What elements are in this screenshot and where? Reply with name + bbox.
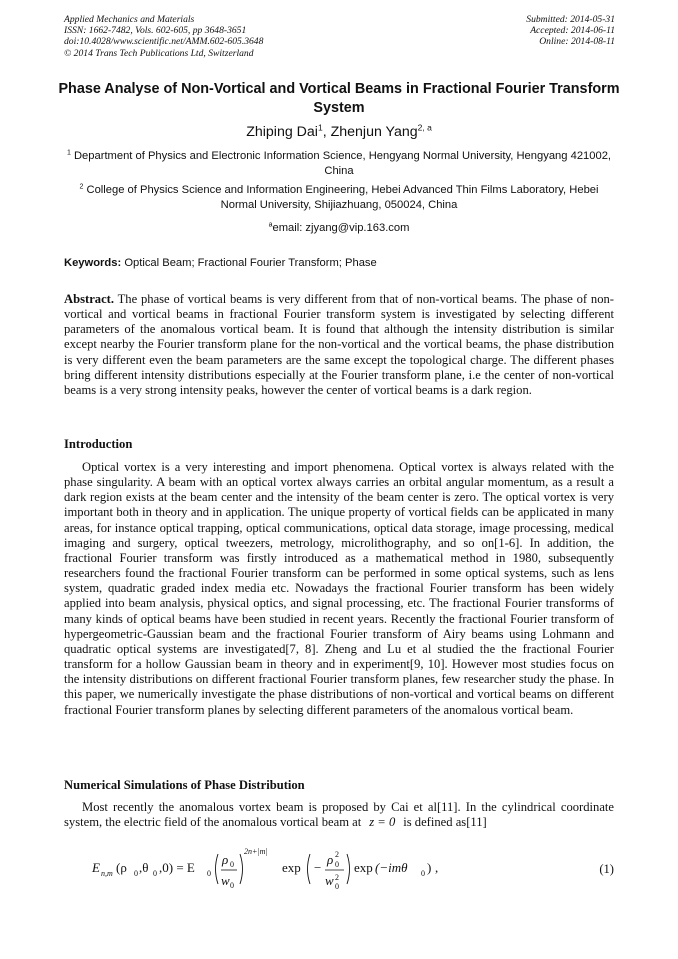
eq-subscript: 0 — [230, 881, 234, 890]
eq-minus: − — [314, 860, 322, 875]
journal-name: Applied Mechanics and Materials — [64, 14, 195, 25]
eq-subscript: 0 — [207, 869, 211, 878]
date-accepted: Accepted: 2014-06-11 — [530, 25, 615, 37]
journal-info — [64, 14, 263, 59]
date-online: Online: 2014-08-11 — [539, 36, 615, 48]
email-text: email: zjyang@vip.163.com — [272, 222, 410, 234]
numerical-text: Most recently the anomalous vortex beam is proposed by Cai et al[11]. In the cylindrical coordinate system, the electric field of the anomalous vortical beam at — [64, 800, 614, 830]
author-name: Zhenjun Yang — [330, 124, 418, 140]
email-mark: a — [268, 221, 273, 229]
author-separator: , — [322, 124, 331, 140]
eq-paren — [216, 854, 219, 884]
affiliation-text: College of Physics Science and Information Engineering, Hebei Advanced Thin Films Laboratory, Hebei Normal University, Shijiazhuang, 050024, China — [86, 184, 599, 211]
numerical-text-end: is defined as[11] — [403, 815, 487, 830]
eq-function: exp — [354, 860, 373, 875]
eq-args: ,θ — [139, 860, 149, 875]
affiliation — [64, 183, 614, 213]
eq-args: (ρ — [116, 860, 127, 875]
eq-paren-close: ) — [427, 860, 432, 875]
section-heading-introduction: Introduction — [64, 437, 133, 451]
eq-args: ,0) = E — [159, 860, 195, 875]
section-heading-numerical: Numerical Simulations of Phase Distribution — [64, 778, 305, 792]
eq-symbol: w — [325, 873, 334, 888]
eq-symbol: E — [92, 860, 100, 875]
equation-1 — [64, 842, 614, 898]
equation-formula — [64, 842, 534, 898]
affiliation-mark: 2 — [79, 183, 84, 191]
eq-subscript: 0 — [134, 869, 138, 878]
corresponding-email — [64, 221, 614, 236]
affiliation — [64, 149, 614, 179]
eq-paren — [240, 854, 243, 884]
eq-subscript: n,m — [101, 869, 113, 878]
abstract-text: The phase of vortical beams is very different from that of non-vortical beams. The phase of non-vortical and vortical beams in fractional Fourier transform system is investigated by selecting different parameters of the anomalous vortical beam. It is found that although the intensity distribution is similar except nearby the Fourier transform plane for the non-vortical and the vortical beams, the phase distribution is very different even the beam parameters are the same except the topological charge. The different phases bring different intensity distributions especially at the Fourier transform plane, i.e the center of non-vortical beams is a very strong intensity peaks, however the center of vortical beams is a dark region. — [64, 292, 614, 397]
affiliation-mark: 1 — [66, 149, 71, 157]
inline-equation: z = 0 — [369, 815, 396, 830]
paper-title: Phase Analyse of Non-Vortical and Vortical Beams in Fractional Fourier Transform System — [58, 81, 620, 116]
numerical-paragraph — [64, 800, 614, 830]
eq-symbol: ρ — [222, 852, 229, 867]
affiliation-text: Department of Physics and Electronic Information Science, Hengyang Normal University, Hengyang 421002, China — [73, 150, 612, 177]
keywords — [64, 256, 377, 271]
eq-subscript: 0 — [153, 869, 157, 878]
date-submitted: Submitted: 2014-05-31 — [526, 14, 615, 25]
eq-comma: , — [435, 860, 439, 875]
keywords-text: Optical Beam; Fractional Fourier Transform; Phase — [124, 257, 377, 269]
journal-issn: ISSN: 1662-7482, Vols. 602-605, pp 3648-3651 — [64, 25, 247, 37]
eq-symbol: w — [221, 873, 230, 888]
publication-dates — [526, 14, 615, 48]
eq-paren — [308, 854, 311, 884]
introduction-paragraph: Optical vortex is a very interesting and import phenomena. Optical vortex is always related with the phase singularity. A beam with an optical vortex always carries an orbital angular momentum, as a result a dark region exists at the beam center and the intensity of the beam center is zero. The optical vortex is very important both in theory and in application. The unique property of vortical fields can be applicated in many areas, for instance optical trapping, optical communications, optical data storage, image processing, medical imaging and surgery, optical tweezers, metrology, microlithography, and so on[1-6]. In addition, the fractional Fourier transform was firstly introduced as a mathematical method in 1980, subsequently researchers found the fractional Fourier transform can be performed in some optical systems, such as lens system, quadratic graded index media etc. Nowadays the fractional Fourier transform has been widely applied into beam analysis, physical optics, and signal processing, etc. The fractional Fourier transforms of many kinds of optical beams have been studied in recent years. Recently the fractional Fourier transform of hypergeometric-Gaussian beam and the fractional Fourier transform of Airy beams using Lohmann and quadratic optical systems are investigated[7, 8]. Zheng and Lu et al studied the the fractional Fourier transform for a hollow Gaussian beam in theory and in experiment[9, 10]. However most studies focus on the intensity distributions on different fractional Fourier transform planes, few researcher study the phase. In this paper, we numerically investigate the phase distributions of non-vortical and vortical beams on different fractional Fourier transform planes by selecting different parameters of the anomalous vortical beam. — [64, 460, 614, 717]
eq-exponent: 2 — [335, 850, 339, 859]
author-affiliation-mark: 2, a — [417, 122, 432, 133]
equation-number: (1) — [599, 862, 614, 876]
author-affiliation-mark: 1 — [317, 122, 323, 133]
eq-subscript: 0 — [335, 860, 339, 869]
author-name: Zhiping Dai — [246, 124, 318, 140]
journal-copyright: © 2014 Trans Tech Publications Ltd, Switzerland — [64, 47, 254, 59]
eq-subscript: 0 — [230, 860, 234, 869]
eq-symbol: ρ — [327, 852, 334, 867]
eq-exponent: 2 — [335, 873, 339, 882]
eq-subscript: 0 — [421, 869, 425, 878]
eq-subscript: 0 — [335, 882, 339, 891]
eq-exponent: 2n+|m| — [244, 847, 268, 856]
abstract — [64, 292, 614, 398]
journal-doi: doi:10.4028/www.scientific.net/AMM.602-605.3648 — [64, 36, 264, 48]
keywords-label: Keywords: — [64, 257, 122, 269]
eq-paren — [347, 854, 350, 884]
author-list — [60, 122, 618, 142]
eq-phase: (−imθ — [375, 860, 408, 875]
abstract-label: Abstract. — [64, 292, 115, 306]
eq-function: exp — [282, 860, 301, 875]
